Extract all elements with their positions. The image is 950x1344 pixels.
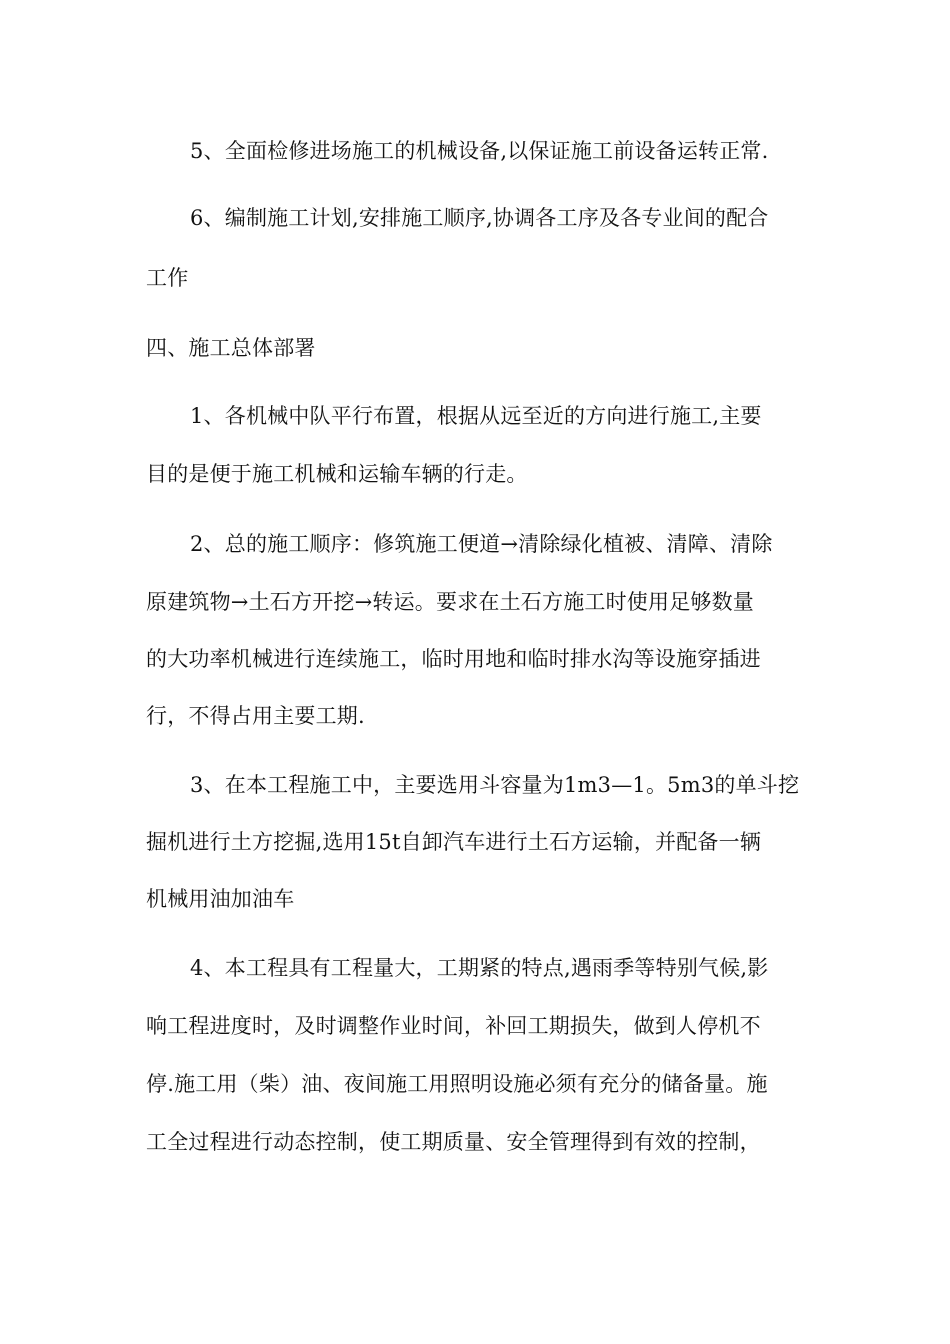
text-line: 响工程进度时，及时调整作业时间，补回工期损失，做到人停机不 <box>146 1014 761 1038</box>
text-line: 行，不得占用主要工期. <box>146 704 365 728</box>
text-line: 目的是便于施工机械和运输车辆的行走。 <box>146 462 528 486</box>
text-line: 原建筑物→土石方开挖→转运。要求在土石方施工时使用足够数量 <box>146 590 754 614</box>
text-line: 6、编制施工计划,安排施工顺序,协调各工序及各专业间的配合 <box>190 206 769 230</box>
text-line: 掘机进行土方挖掘,选用15t自卸汽车进行土石方运输，并配备一辆 <box>146 830 762 854</box>
text-line: 工作 <box>146 266 189 290</box>
text-line: 5、全面检修进场施工的机械设备,以保证施工前设备运转正常. <box>190 139 769 163</box>
text-line: 工全过程进行动态控制，使工期质量、安全管理得到有效的控制， <box>146 1130 761 1154</box>
text-line: 2、总的施工顺序：修筑施工便道→清除绿化植被、清障、清除 <box>190 532 773 556</box>
text-line: 停.施工用（柴）油、夜间施工用照明设施必须有充分的储备量。施 <box>146 1072 768 1096</box>
text-line: 的大功率机械进行连续施工，临时用地和临时排水沟等设施穿插进 <box>146 647 761 671</box>
text-line: 4、本工程具有工程量大，工期紧的特点,遇雨季等特别气候,影 <box>190 956 769 980</box>
text-line: 1、各机械中队平行布置，根据从远至近的方向进行施工,主要 <box>190 404 762 428</box>
text-line: 机械用油加油车 <box>146 887 295 911</box>
text-line: 3、在本工程施工中，主要选用斗容量为1m3—1。5m3的单斗挖 <box>190 773 800 797</box>
section-heading: 四、施工总体部署 <box>146 336 316 360</box>
